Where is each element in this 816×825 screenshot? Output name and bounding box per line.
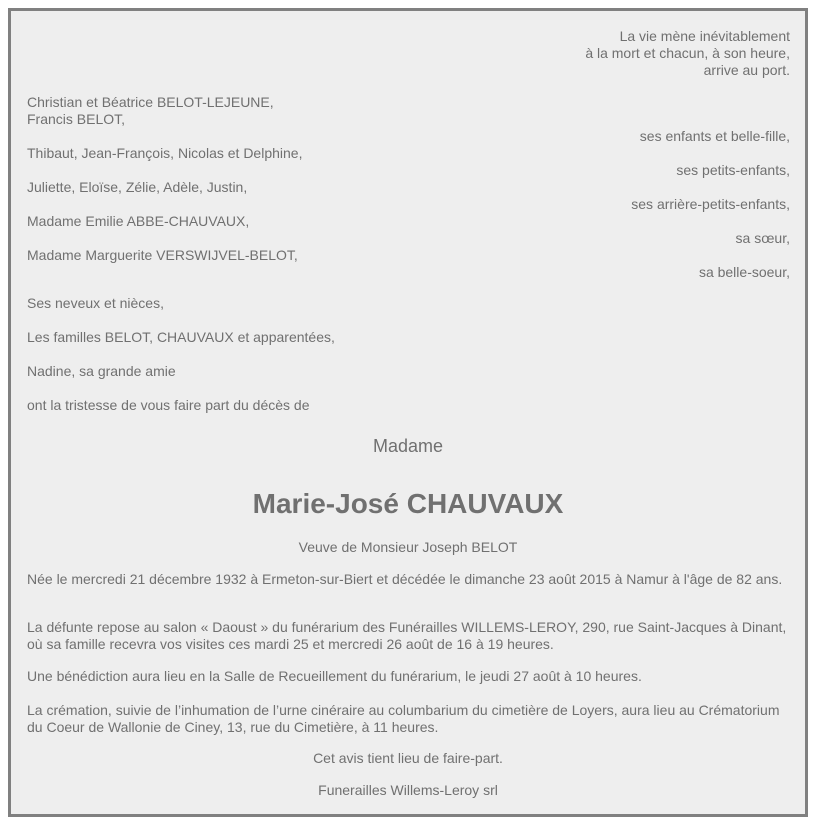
blessing-paragraph: Une bénédiction aura lieu en la Salle de Recueillement du funérarium, le jeudi 27 août à 10 heures. — [27, 668, 642, 684]
nephews-line: Ses neveux et nièces, — [27, 295, 164, 311]
sister-relation: sa sœur, — [735, 230, 790, 246]
announcement-line: ont la tristesse de vous faire part du décès de — [27, 397, 310, 413]
sister-in-law-name: Madame Marguerite VERSWIJVEL-BELOT, — [27, 247, 298, 263]
families-line: Les familles BELOT, CHAUVAUX et apparentées, — [27, 329, 335, 345]
children-relation: ses enfants et belle-fille, — [639, 128, 790, 144]
grandchildren-relation: ses petits-enfants, — [676, 162, 790, 178]
quote-line-3: arrive au port. — [703, 62, 790, 78]
sister-in-law-relation: sa belle-soeur, — [698, 264, 790, 280]
friend-line: Nadine, sa grande amie — [27, 363, 176, 379]
deceased-title: Madame — [372, 436, 444, 456]
great-grandchildren-names: Juliette, Eloïse, Zélie, Adèle, Justin, — [27, 179, 248, 195]
cremation-paragraph: La crémation, suivie de l’inhumation de l’urne cinéraire au columbarium du cimetière de Loyers, aura lieu au Crématorium du Coeur de Wallonie de Ciney, 13, rue du Cimetière, à 11 heures. — [27, 702, 780, 735]
widow-line: Veuve de Monsieur Joseph BELOT — [298, 539, 518, 555]
children-line-2: Francis BELOT, — [27, 111, 126, 127]
viewing-paragraph: La défunte repose au salon « Daoust » du funérarium des Funérailles WILLEMS-LEROY, 290, rue Saint-Jacques à Dinant, où sa famille recevra vos visites ces mardi 25 et mercredi 26 août de 16 à 19 heures. — [27, 619, 787, 652]
quote-line-2: à la mort et chacun, à son heure, — [585, 45, 790, 61]
quote-line-1: La vie mène inévitablement — [619, 28, 790, 44]
deceased-name: Marie-José CHAUVAUX — [252, 488, 564, 519]
children-line-1: Christian et Béatrice BELOT-LEJEUNE, — [27, 94, 274, 110]
notice-line: Cet avis tient lieu de faire-part. — [313, 750, 503, 766]
obituary-card — [8, 8, 808, 817]
funeral-home-signature: Funerailles Willems-Leroy srl — [318, 782, 498, 798]
great-grandchildren-relation: ses arrière-petits-enfants, — [631, 196, 790, 212]
sister-name: Madame Emilie ABBE-CHAUVAUX, — [27, 213, 250, 229]
birth-death-paragraph: Née le mercredi 21 décembre 1932 à Ermeton-sur-Biert et décédée le dimanche 23 août 2015 à Namur à l'âge de 82 ans. — [27, 571, 783, 587]
grandchildren-names: Thibaut, Jean-François, Nicolas et Delphine, — [27, 145, 303, 161]
